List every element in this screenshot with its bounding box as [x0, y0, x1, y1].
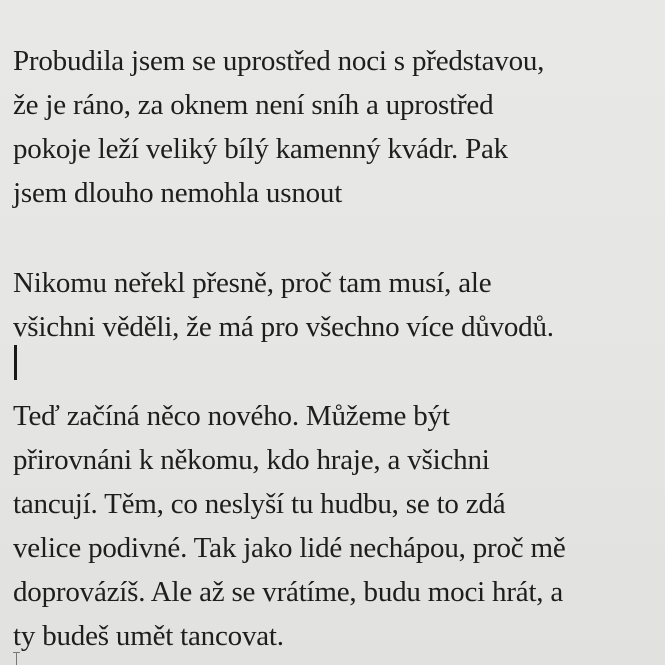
ibeam-cursor-icon [13, 652, 21, 665]
text-line[interactable]: velice podivné. Tak jako lidé nechápou, proč mě [13, 532, 566, 564]
text-line[interactable]: přirovnáni k někomu, kdo hraje, a všichni [13, 444, 490, 476]
paragraph-1[interactable] [13, 39, 544, 215]
text-line[interactable]: tancují. Těm, co neslyší tu hudbu, se to zdá [13, 488, 506, 520]
text-line[interactable]: pokoje leží veliký bílý kamenný kvádr. Pak [13, 133, 508, 165]
text-line[interactable]: všichni věděli, že má pro všechno více důvodů. [13, 311, 554, 343]
text-line[interactable]: že je ráno, za oknem není sníh a uprostřed [13, 89, 494, 121]
text-cursor [14, 345, 17, 380]
text-line[interactable]: Nikomu neřekl přesně, proč tam musí, ale [13, 267, 492, 299]
text-line[interactable]: Teď začíná něco nového. Můžeme být [13, 400, 450, 432]
text-line[interactable]: doprovázíš. Ale až se vrátíme, budu moci hrát, a [13, 576, 564, 608]
text-line[interactable]: jsem dlouho nemohla usnout [13, 177, 343, 209]
paragraph-3[interactable] [13, 394, 566, 658]
text-line[interactable]: Probudila jsem se uprostřed noci s představou, [13, 45, 545, 77]
text-line[interactable]: ty budeš umět tancovat. [13, 620, 284, 652]
paragraph-2[interactable] [13, 261, 554, 349]
